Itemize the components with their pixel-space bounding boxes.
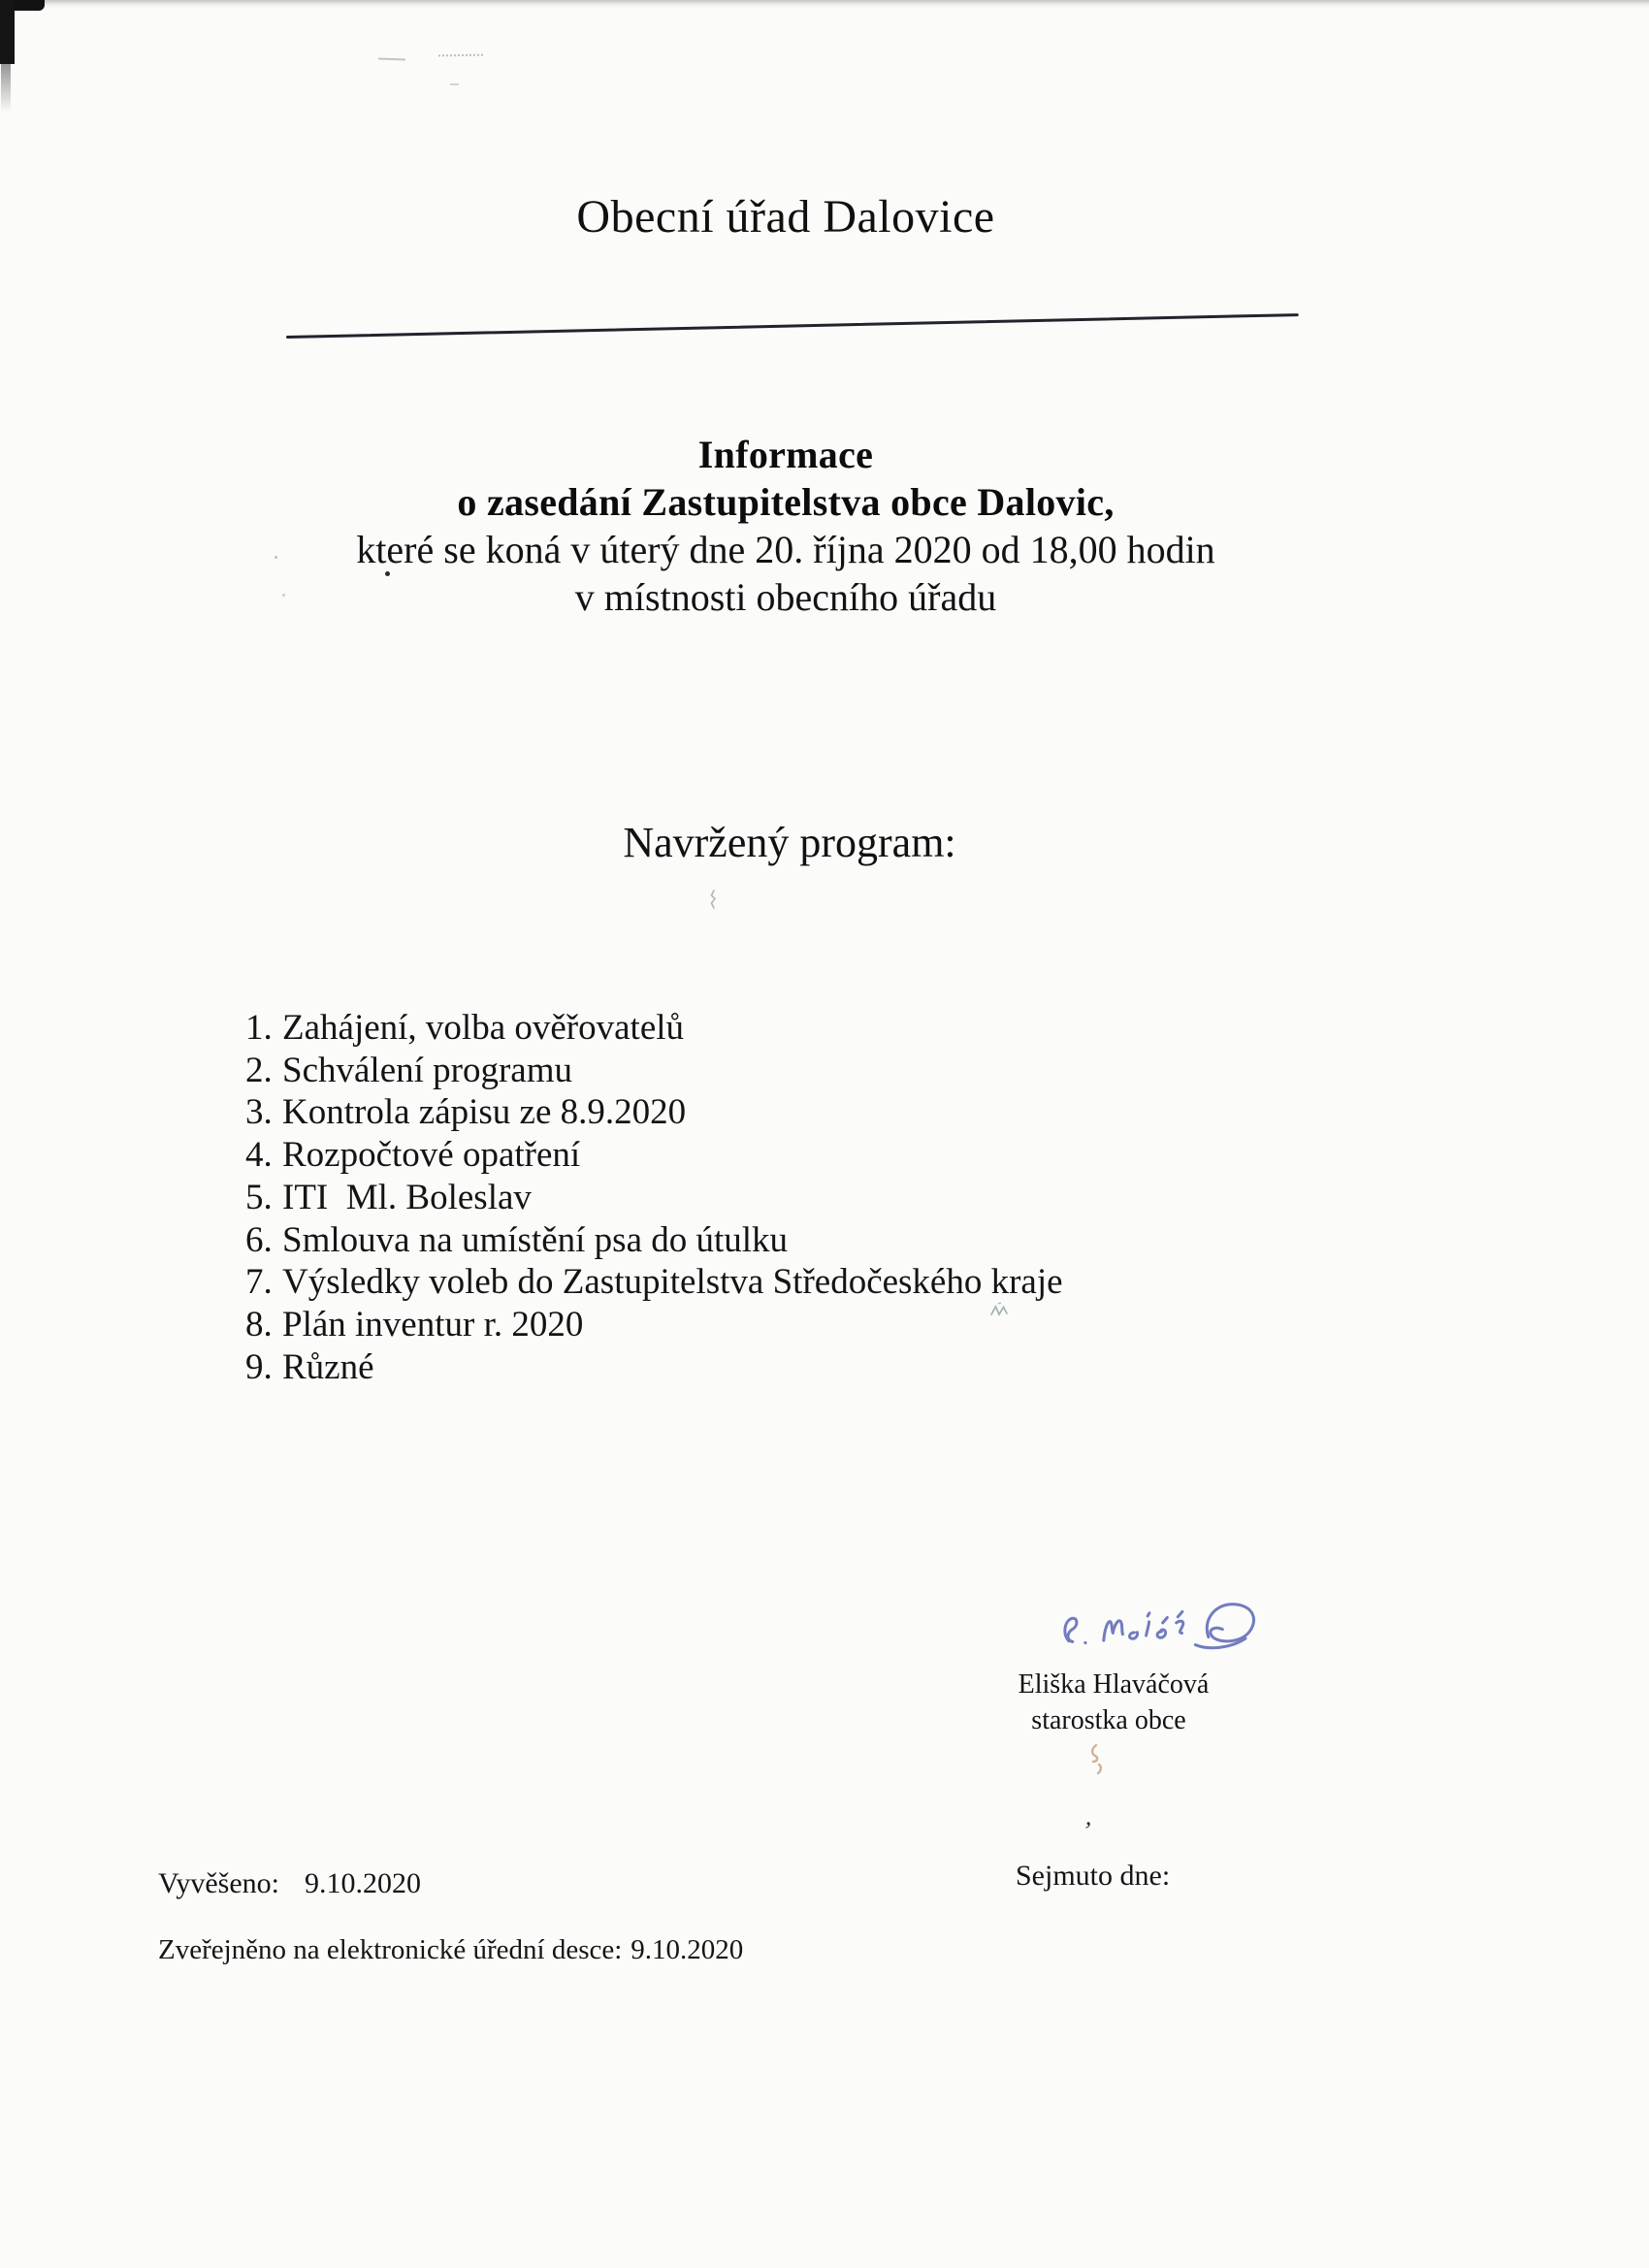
smudge-artifact (1086, 1742, 1106, 1780)
pencil-mark-artifact (450, 83, 459, 85)
notice-heading (0, 431, 1571, 621)
list-item-text: Schválení programu (282, 1050, 572, 1090)
list-item-number: 5. (245, 1177, 273, 1217)
published-date: 9.10.2020 (630, 1934, 744, 1965)
list-item (245, 1177, 1312, 1219)
list-item-text: Výsledky voleb do Zastupitelstva Středočeského kraje (282, 1262, 1063, 1303)
ink-dot-artifact (282, 594, 285, 597)
header-divider-line (286, 313, 1299, 339)
ink-dot-artifact (385, 571, 390, 576)
posted-date: 9.10.2020 (304, 1867, 421, 1899)
smudge-artifact (708, 889, 720, 915)
list-item (245, 1007, 1312, 1050)
list-item-text: ITI Ml. Boleslav (282, 1177, 532, 1217)
published-label: Zveřejněno na elektronické úřední desce: (158, 1934, 623, 1965)
list-item-number: 8. (245, 1304, 273, 1345)
list-item-number: 1. (245, 1008, 273, 1048)
list-item-text: Zahájení, volba ověřovatelů (282, 1008, 685, 1048)
removed-line (1016, 1859, 1170, 1894)
posted-line (158, 1866, 421, 1901)
ink-dot-artifact (275, 556, 277, 559)
list-item-number: 9. (245, 1346, 273, 1387)
smudge-artifact (989, 1302, 1011, 1324)
list-item (245, 1091, 1312, 1134)
list-item (245, 1261, 1312, 1304)
list-item-text: Rozpočtové opatření (282, 1135, 581, 1176)
notice-where: v místnosti obecního úřadu (574, 575, 997, 619)
program-list (245, 1007, 1312, 1388)
notice-when: které se koná v úterý dne 20. října 2020 od 18,00 hodin (356, 528, 1215, 571)
list-item (245, 1134, 1312, 1177)
list-item-number: 6. (245, 1219, 273, 1260)
list-item-number: 2. (245, 1050, 273, 1090)
program-heading: Navržený program: (623, 819, 956, 866)
signatory-role: starostka obce (1031, 1705, 1186, 1735)
notice-title: Informace (697, 433, 874, 476)
scan-top-edge-artifact (0, 0, 1649, 9)
list-item-text: Plán inventur r. 2020 (282, 1304, 584, 1345)
notice-subtitle: o zasedání Zastupitelstva obce Dalovic, (457, 480, 1115, 524)
list-item-number: 7. (245, 1262, 273, 1303)
published-line (158, 1933, 743, 1967)
list-item-text: Různé (282, 1346, 374, 1387)
pencil-mark-artifact (378, 58, 405, 61)
list-item-text: Kontrola zápisu ze 8.9.2020 (282, 1092, 687, 1133)
list-item (245, 1346, 1312, 1389)
office-title: Obecní úřad Dalovice (576, 191, 995, 243)
list-item (245, 1050, 1312, 1092)
scan-left-edge-artifact (0, 0, 15, 64)
list-item (245, 1304, 1312, 1346)
list-item-number: 4. (245, 1135, 273, 1176)
scan-left-edge-fade-artifact (1, 64, 11, 113)
removed-label: Sejmuto dne: (1016, 1860, 1171, 1892)
posted-label: Vyvěšeno: (158, 1867, 279, 1899)
list-item-text: Smlouva na umístění psa do útulku (282, 1219, 789, 1260)
signatory-name: Eliška Hlaváčová (1018, 1669, 1210, 1700)
list-item (245, 1219, 1312, 1262)
signature-handwriting (1051, 1582, 1300, 1670)
pencil-mark-artifact (438, 54, 483, 57)
comma-artifact: , (1084, 1801, 1095, 1831)
list-item-number: 3. (245, 1092, 273, 1133)
